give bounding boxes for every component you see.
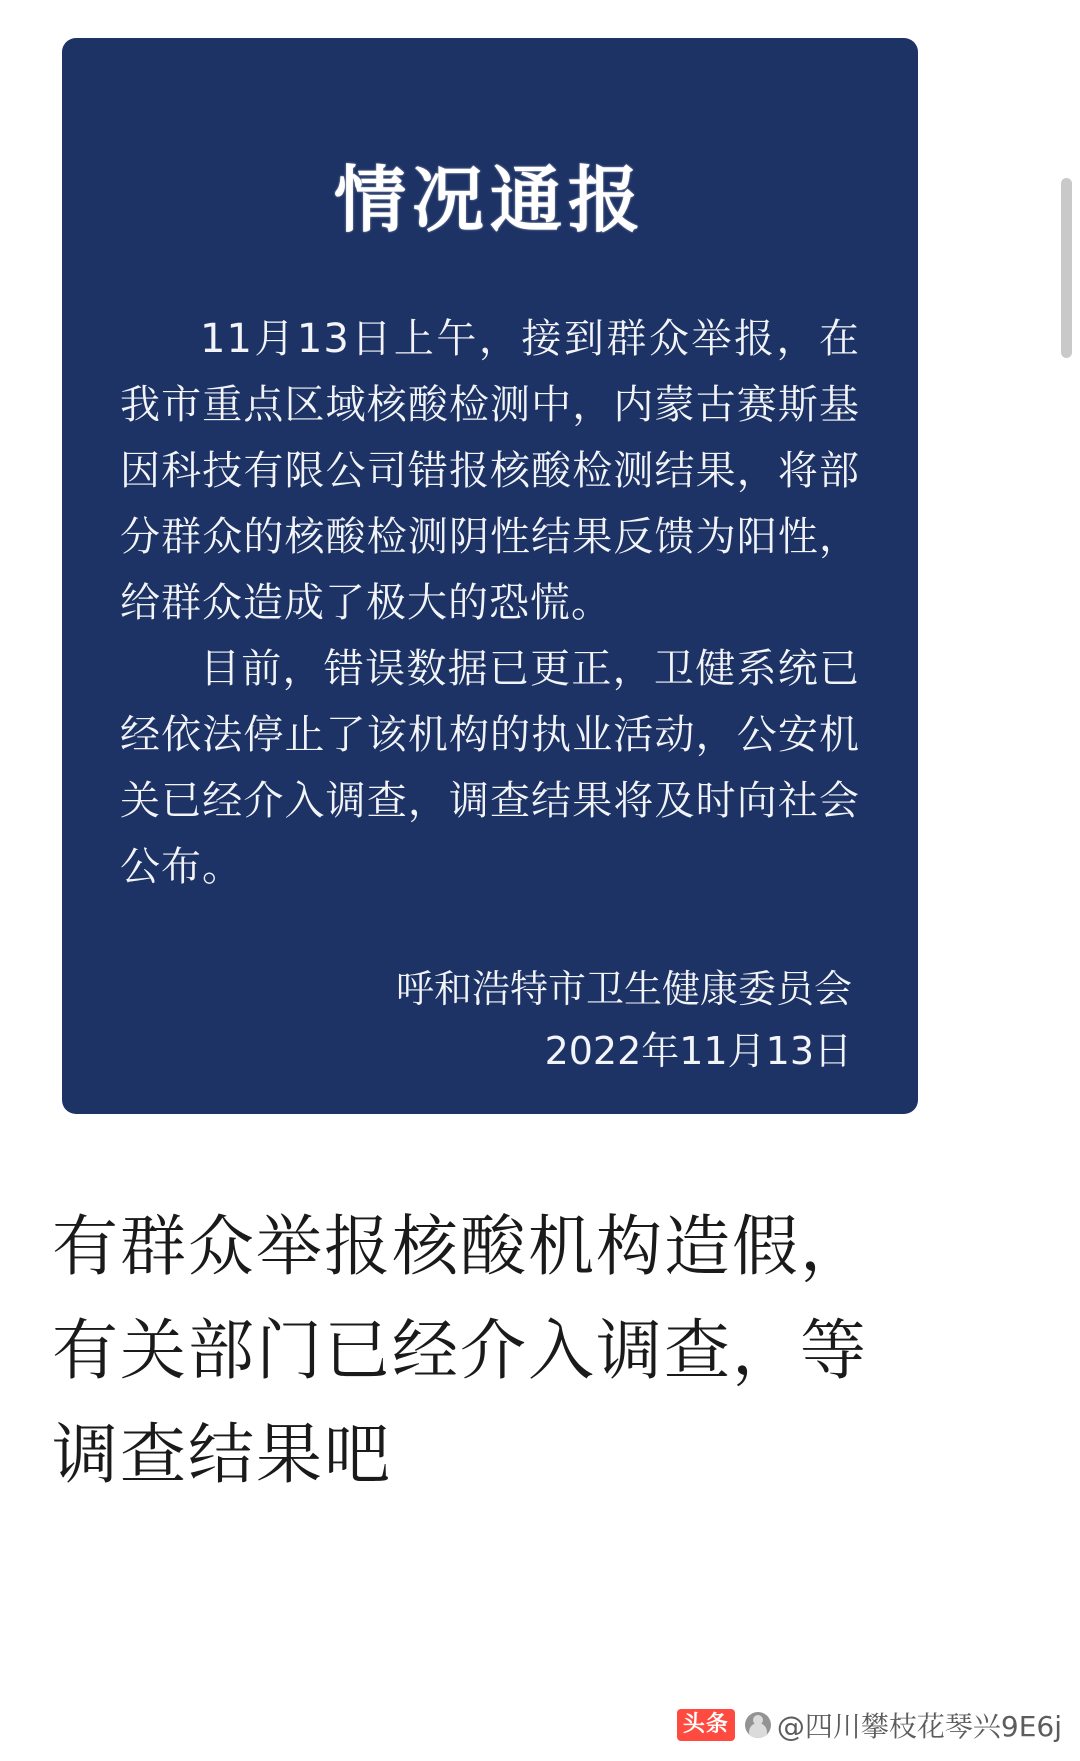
notice-body (120, 306, 860, 900)
avatar (745, 1712, 771, 1738)
post-caption: 有群众举报核酸机构造假，有关部门已经介入调查，等调查结果吧 (52, 1208, 868, 1493)
notice-title: 情况通报 (333, 158, 646, 242)
watermark (677, 1705, 1062, 1745)
watermark-user (745, 1705, 1062, 1745)
notice-paragraph-1: 11月13日上午，接到群众举报，在我市重点区域核酸检测中，内蒙古赛斯基因科技有限公司错报核酸检测结果，将部分群众的核酸检测阴性结果反馈为阳性，给群众造成了极大的恐慌。 (120, 316, 860, 626)
watermark-username: @四川攀枝花琴兴9E6j (776, 1710, 1062, 1743)
scrollbar-thumb[interactable] (1061, 178, 1072, 358)
toutiao-logo-icon: 头条 (677, 1709, 735, 1740)
notice-card (62, 38, 918, 1114)
notice-paragraph-2: 目前，错误数据已更正，卫健系统已经依法停止了该机构的执业活动，公安机关已经介入调查，调查结果将及时向社会公布。 (120, 646, 860, 890)
notice-date: 2022年11月13日 (544, 1029, 852, 1073)
notice-signature: 呼和浩特市卫生健康委员会 (395, 967, 852, 1011)
